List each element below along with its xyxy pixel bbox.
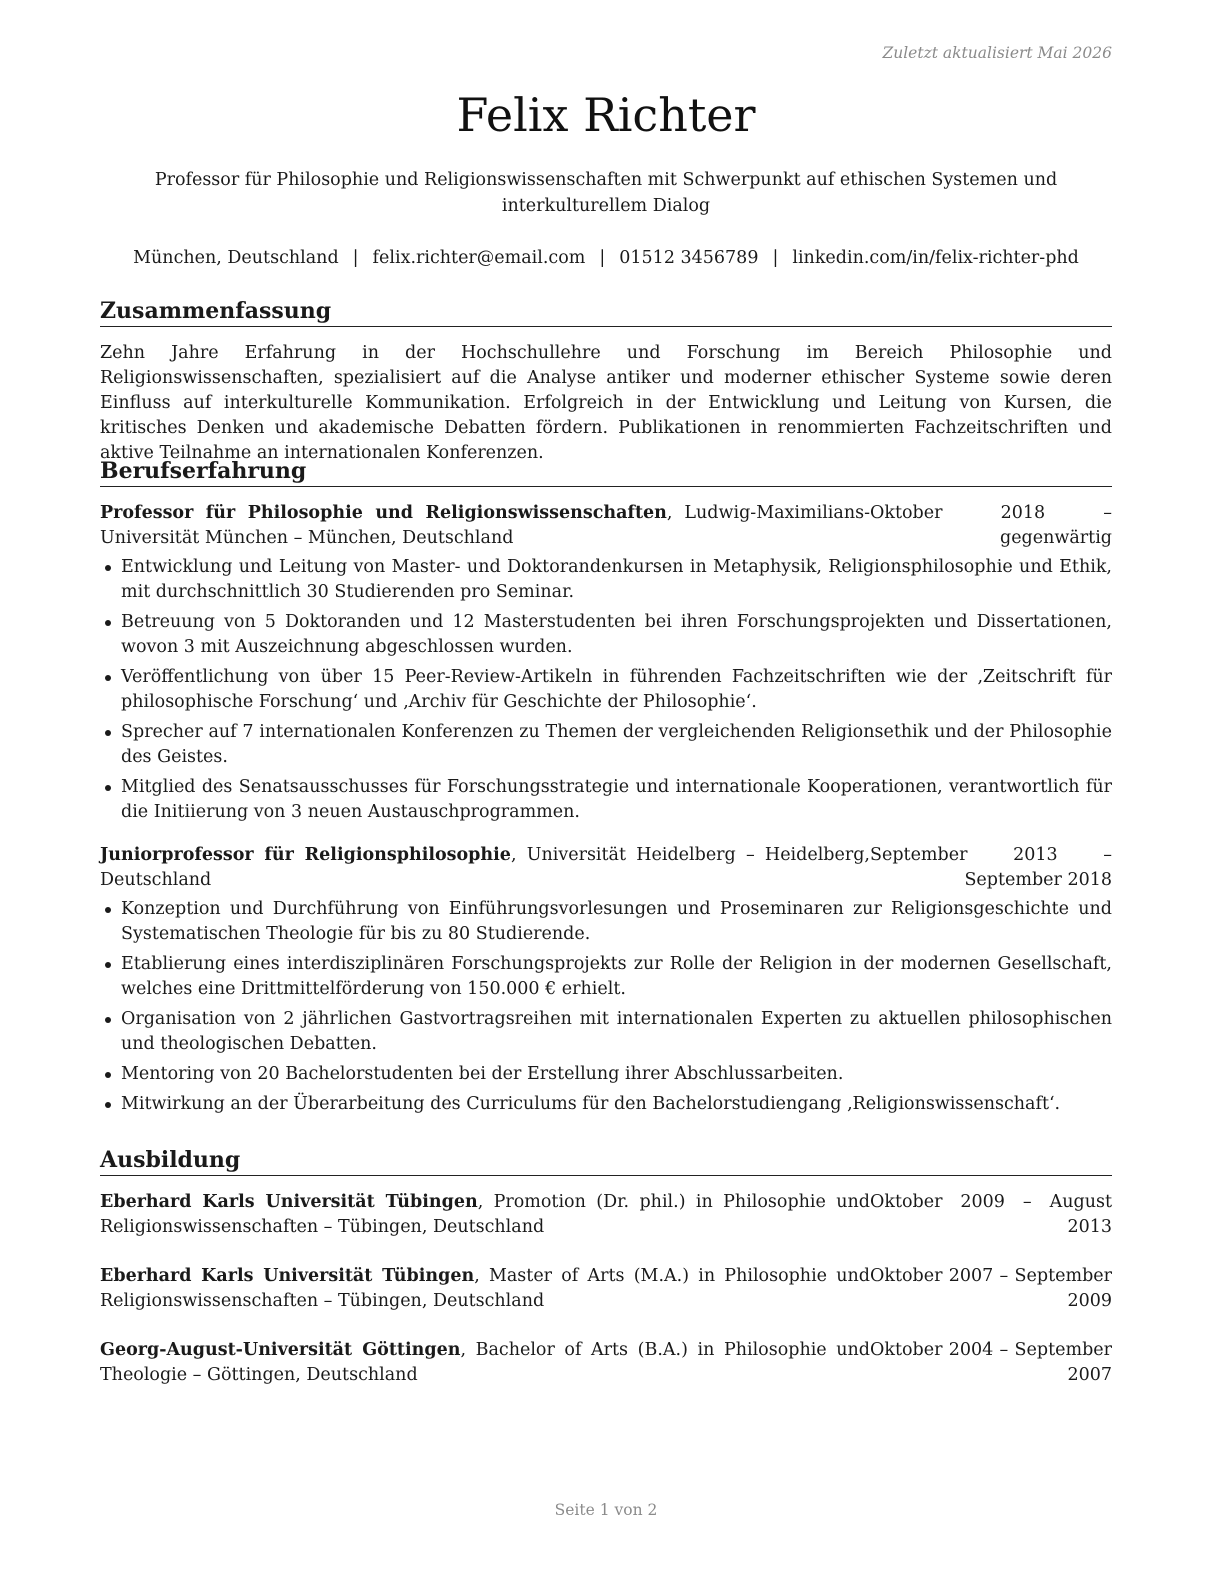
resume-page <box>100 0 1112 1584</box>
education-school: Georg-August-Universität Göttingen <box>100 1340 461 1360</box>
job-details: , Universität Heidelberg – Heidelberg, Deutschland <box>100 845 870 890</box>
education-school: Eberhard Karls Universität Tübingen <box>100 1192 478 1212</box>
job-title: Juniorprofessor für Religionsphilosophie <box>100 845 511 865</box>
job-bullets <box>100 897 1112 1117</box>
education-entry <box>100 1338 1112 1388</box>
education-heading-line <box>100 1190 870 1240</box>
education-details: , Bachelor of Arts (B.A.) in Philosophie und Theologie – Göttingen, Deutschland <box>100 1340 870 1385</box>
education-dates: Oktober 2004 – September 2007 <box>870 1340 1112 1385</box>
job-bullet: Sprecher auf 7 internationalen Konferenzen zu Themen der vergleichenden Religionsethik und der Philosophie des Geistes. <box>100 720 1112 770</box>
job-entry <box>100 501 1112 825</box>
summary-section <box>100 296 1112 466</box>
education-entry <box>100 1264 1112 1314</box>
contact-location: München, Deutschland <box>133 248 339 268</box>
education-heading: Ausbildung <box>100 1145 1112 1176</box>
education-school: Eberhard Karls Universität Tübingen <box>100 1266 475 1286</box>
contact-separator: | <box>352 248 359 268</box>
education-dates: Oktober 2009 – August 2013 <box>870 1192 1112 1237</box>
job-bullet: Etablierung eines interdisziplinären Forschungsprojekts zur Rolle der Religion in der modernen Gesellschaft, welches eine Drittmittelförderung von 150.000 € erhielt. <box>100 952 1112 1002</box>
job-entry <box>100 843 1112 1117</box>
headline: Professor für Philosophie und Religionswissenschaften mit Schwerpunkt auf ethischen Systemen und interkulturellem Dialog <box>154 170 1058 216</box>
job-bullet: Betreuung von 5 Doktoranden und 12 Masterstudenten bei ihren Forschungsprojekten und Dissertationen, wovon 3 mit Auszeichnung abgeschlossen wurden. <box>100 610 1112 660</box>
job-bullet: Mitglied des Senatsausschusses für Forschungsstrategie und internationale Kooperationen, verantwortlich für die Initiierung von 3 neuen Austauschprogrammen. <box>100 775 1112 825</box>
contact-line <box>100 245 1112 271</box>
education-section <box>100 1145 1112 1388</box>
contact-email[interactable]: felix.richter@email.com <box>372 248 586 268</box>
job-bullets <box>100 555 1112 825</box>
education-details: , Master of Arts (M.A.) in Philosophie und Religionswissenschaften – Tübingen, Deutschland <box>100 1266 870 1311</box>
job-bullet: Konzeption und Durchführung von Einführungsvorlesungen und Proseminaren zur Religionsgeschichte und Systematischen Theologie für bis zu 80 Studierende. <box>100 897 1112 947</box>
contact-linkedin[interactable]: linkedin.com/in/felix-richter-phd <box>792 248 1079 268</box>
education-details: , Promotion (Dr. phil.) in Philosophie und Religionswissenschaften – Tübingen, Deutschland <box>100 1192 870 1237</box>
contact-separator: | <box>599 248 606 268</box>
education-heading-line <box>100 1264 870 1314</box>
job-bullet: Entwicklung und Leitung von Master- und Doktorandenkursen in Metaphysik, Religionsphilosophie und Ethik, mit durchschnittlich 30 Studierenden pro Seminar. <box>100 555 1112 605</box>
summary-heading: Zusammenfassung <box>100 296 1112 327</box>
education-dates: Oktober 2007 – September 2009 <box>870 1266 1112 1311</box>
job-dates: September 2013 – September 2018 <box>870 845 1112 890</box>
job-bullet: Organisation von 2 jährlichen Gastvortragsreihen mit internationalen Experten zu aktuellen philosophischen und theologischen Debatten. <box>100 1007 1112 1057</box>
job-bullet: Veröffentlichung von über 15 Peer-Review-Artikeln in führenden Fachzeitschriften wie der ‚Zeitschrift für philosophische Forschung‘ und ‚Archiv für Geschichte der Philosophie‘. <box>100 665 1112 715</box>
job-dates: Oktober 2018 – gegenwärtig <box>870 503 1112 548</box>
candidate-name: Felix Richter <box>456 88 756 142</box>
contact-separator: | <box>772 248 779 268</box>
job-heading <box>100 501 870 551</box>
job-title: Professor für Philosophie und Religionswissenschaften <box>100 503 667 523</box>
summary-text: Zehn Jahre Erfahrung in der Hochschullehre und Forschung im Bereich Philosophie und Religionswissenschaften, spezialisiert auf die Analyse antiker und moderner ethischer Systeme sowie deren Einfluss auf interkulturelle Kommunikation. Erfolgreich in der Entwicklung und Leitung von Kursen, die kritisches Denken und akademische Debatten fördern. Publikationen in renommierten Fachzeitschriften und aktive Teilnahme an internationalen Konferenzen. <box>100 343 1112 463</box>
job-bullet: Mentoring von 20 Bachelorstudenten bei der Erstellung ihrer Abschlussarbeiten. <box>100 1062 1112 1087</box>
job-bullet: Mitwirkung an der Überarbeitung des Curriculums für den Bachelorstudiengang ‚Religionswissenschaft‘. <box>100 1092 1112 1117</box>
page-number: Seite 1 von 2 <box>554 1501 658 1519</box>
last-updated: Zuletzt aktualisiert Mai 2026 <box>882 44 1112 62</box>
experience-heading: Berufserfahrung <box>100 456 1112 487</box>
experience-section <box>100 456 1112 1122</box>
job-heading <box>100 843 870 893</box>
education-heading-line <box>100 1338 870 1388</box>
education-entry <box>100 1190 1112 1240</box>
job-details: , Ludwig-Maximilians-Universität München – München, Deutschland <box>100 503 871 548</box>
contact-phone: 01512 3456789 <box>619 248 759 268</box>
